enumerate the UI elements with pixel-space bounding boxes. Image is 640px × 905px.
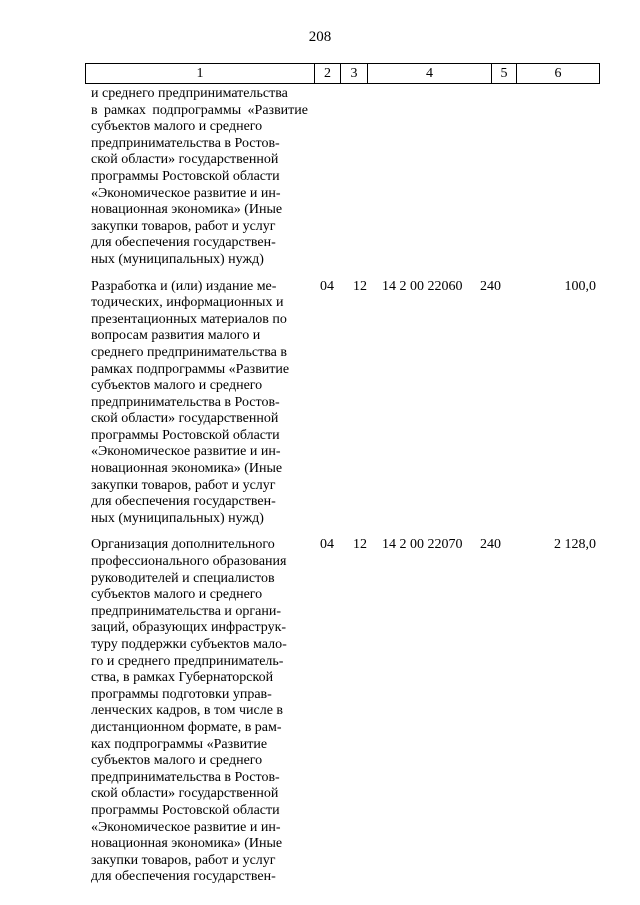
- row-col6: 2 128,0: [554, 537, 596, 553]
- row-col5: 240: [480, 278, 501, 294]
- row-separator: [91, 269, 611, 279]
- table-row: [91, 86, 611, 269]
- row-col2: 04: [320, 537, 334, 553]
- column-header-3: 3: [341, 64, 368, 84]
- table-row: [91, 537, 611, 885]
- column-header-row: [86, 64, 600, 84]
- column-header-4: 4: [368, 64, 492, 84]
- table-body: [91, 86, 611, 886]
- column-header-5: 5: [492, 64, 517, 84]
- row-col4: 14 2 00 22060: [382, 278, 463, 294]
- row-col3: 12: [353, 537, 367, 553]
- row-col3: 12: [353, 278, 367, 294]
- table-row: [91, 279, 611, 528]
- row-col4: 14 2 00 22070: [382, 537, 463, 553]
- row-description: Разработка и (или) издание ме- тодических, информационных и презентационных материалов по вопросам развития малого и среднего предпринимательства в рамках подпрограммы «Развитие субъектов малого и среднего предпринимательства в Ростов- ской области» государственной программы Ростовской области «Экономическое развитие и ин- новационная экономика» (Иные закупки товаров, работ и услуг для обеспечения государствен- ных (муниципальных) нужд): [91, 278, 290, 526]
- column-header-1: 1: [86, 64, 315, 84]
- column-header-2: 2: [315, 64, 341, 84]
- column-header-table: [85, 63, 600, 84]
- page-number: 208: [308, 29, 332, 45]
- row-description: и среднего предпринимательства в рамках подпрограммы «Развитие субъектов малого и среднего предпринимательства в Ростов- ской области» государственной программы Ростовской области «Экономическое развитие и ин- новационная экономика» (Иные закупки товаров, работ и услуг для обеспечения государствен- ных (муниципальных) нужд): [91, 86, 308, 267]
- row-separator: [91, 527, 611, 537]
- row-col6: 100,0: [564, 278, 596, 294]
- row-col5: 240: [480, 537, 501, 553]
- column-header-6: 6: [517, 64, 600, 84]
- row-description: Организация дополнительного профессионального образования руководителей и специалистов субъектов малого и среднего предпринимательства и органи- заций, образующих инфраструк- туру поддержки субъектов мало- го и среднего предприниматель- ства, в рамках Губернаторской программы подготовки управ- ленческих кадров, в том числе в дистанционном формате, в рам- ках подпрограммы «Развитие субъектов малого и среднего предпринимательства в Ростов- ской области» государственной программы Ростовской области «Экономическое развитие и ин- новационная экономика» (Иные закупки товаров, работ и услуг для обеспечения государствен-: [91, 537, 287, 885]
- row-col2: 04: [320, 278, 334, 294]
